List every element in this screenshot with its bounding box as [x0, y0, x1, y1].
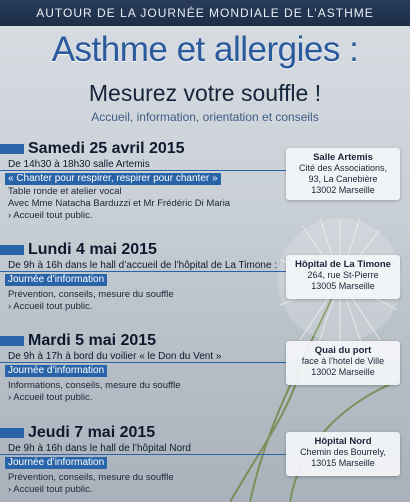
- event-access: › Accueil tout public.: [8, 210, 93, 221]
- venue-line: face à l’hotel de Ville: [301, 356, 385, 366]
- event-tag: « Chanter pour respirer, respirer pour chanter »: [5, 173, 221, 185]
- top-banner: [0, 0, 410, 26]
- venue-name: Salle Artemis: [313, 152, 373, 163]
- event-marker: [0, 336, 24, 346]
- event-date: Mardi 5 mai 2015: [28, 332, 157, 349]
- event-time: De 9h à 16h dans le hall de l’hôpital Nord: [8, 443, 191, 454]
- venue-card-1: [286, 148, 400, 200]
- page-tagline: Accueil, information, orientation et conseils: [91, 110, 319, 124]
- event-tag: Journée d’information: [5, 365, 107, 377]
- event-access: › Accueil tout public.: [8, 301, 93, 312]
- event-access: › Accueil tout public.: [8, 484, 93, 495]
- event-divider: [0, 170, 286, 171]
- event-tag: Journée d’information: [5, 274, 107, 286]
- event-marker: [0, 428, 24, 438]
- venue-line: 13005 Marseille: [311, 281, 375, 291]
- venue-line: Cité des Associations,: [298, 163, 388, 173]
- venue-line: 264, rue St-Pierre: [307, 270, 379, 280]
- venue-name: Quai du port: [314, 345, 372, 356]
- event-tag: Journée d’information: [5, 457, 107, 469]
- venue-name: Hôpital Nord: [314, 436, 372, 447]
- event-detail: Informations, conseils, mesure du souffle: [8, 380, 181, 391]
- event-time: De 9h à 17h à bord du voilier « le Don du Vent »: [8, 351, 222, 362]
- page-subtitle: Mesurez votre souffle !: [88, 80, 322, 106]
- event-detail: Prévention, conseils, mesure du souffle: [8, 472, 174, 483]
- event-date: Samedi 25 avril 2015: [28, 140, 185, 157]
- venue-line: Chemin des Bourrely,: [300, 447, 386, 457]
- venue-card-4: [286, 432, 400, 476]
- venue-line: 93, La Canebière: [308, 174, 378, 184]
- venue-line: 13002 Marseille: [311, 185, 375, 195]
- page-title: Asthme et allergies :: [51, 30, 359, 69]
- venue-card-3: [286, 341, 400, 385]
- venue-line: 13015 Marseille: [311, 458, 375, 468]
- event-access: › Accueil tout public.: [8, 392, 93, 403]
- event-divider: [0, 454, 286, 455]
- event-detail: Prévention, conseils, mesure du souffle: [8, 289, 174, 300]
- event-date: Jeudi 7 mai 2015: [28, 424, 156, 441]
- event-time: De 14h30 à 18h30 salle Artemis: [8, 159, 150, 170]
- event-time: De 9h à 16h dans le hall d’accueil de l’hôpital de La Timone :: [8, 260, 278, 271]
- event-marker: [0, 245, 24, 255]
- event-detail: Avec Mme Natacha Barduzzi et Mr Frédéric Di Maria: [8, 198, 231, 209]
- event-detail: Table ronde et atelier vocal: [8, 186, 122, 197]
- event-date: Lundi 4 mai 2015: [28, 241, 157, 258]
- venue-card-2: [286, 255, 400, 299]
- event-marker: [0, 144, 24, 154]
- venue-name: Hôpital de La Timone: [295, 259, 391, 270]
- banner-text: AUTOUR DE LA JOURNÉE MONDIALE DE L’ASTHME: [36, 6, 374, 20]
- venue-line: 13002 Marseille: [311, 367, 375, 377]
- event-divider: [0, 362, 286, 363]
- event-divider: [0, 271, 286, 272]
